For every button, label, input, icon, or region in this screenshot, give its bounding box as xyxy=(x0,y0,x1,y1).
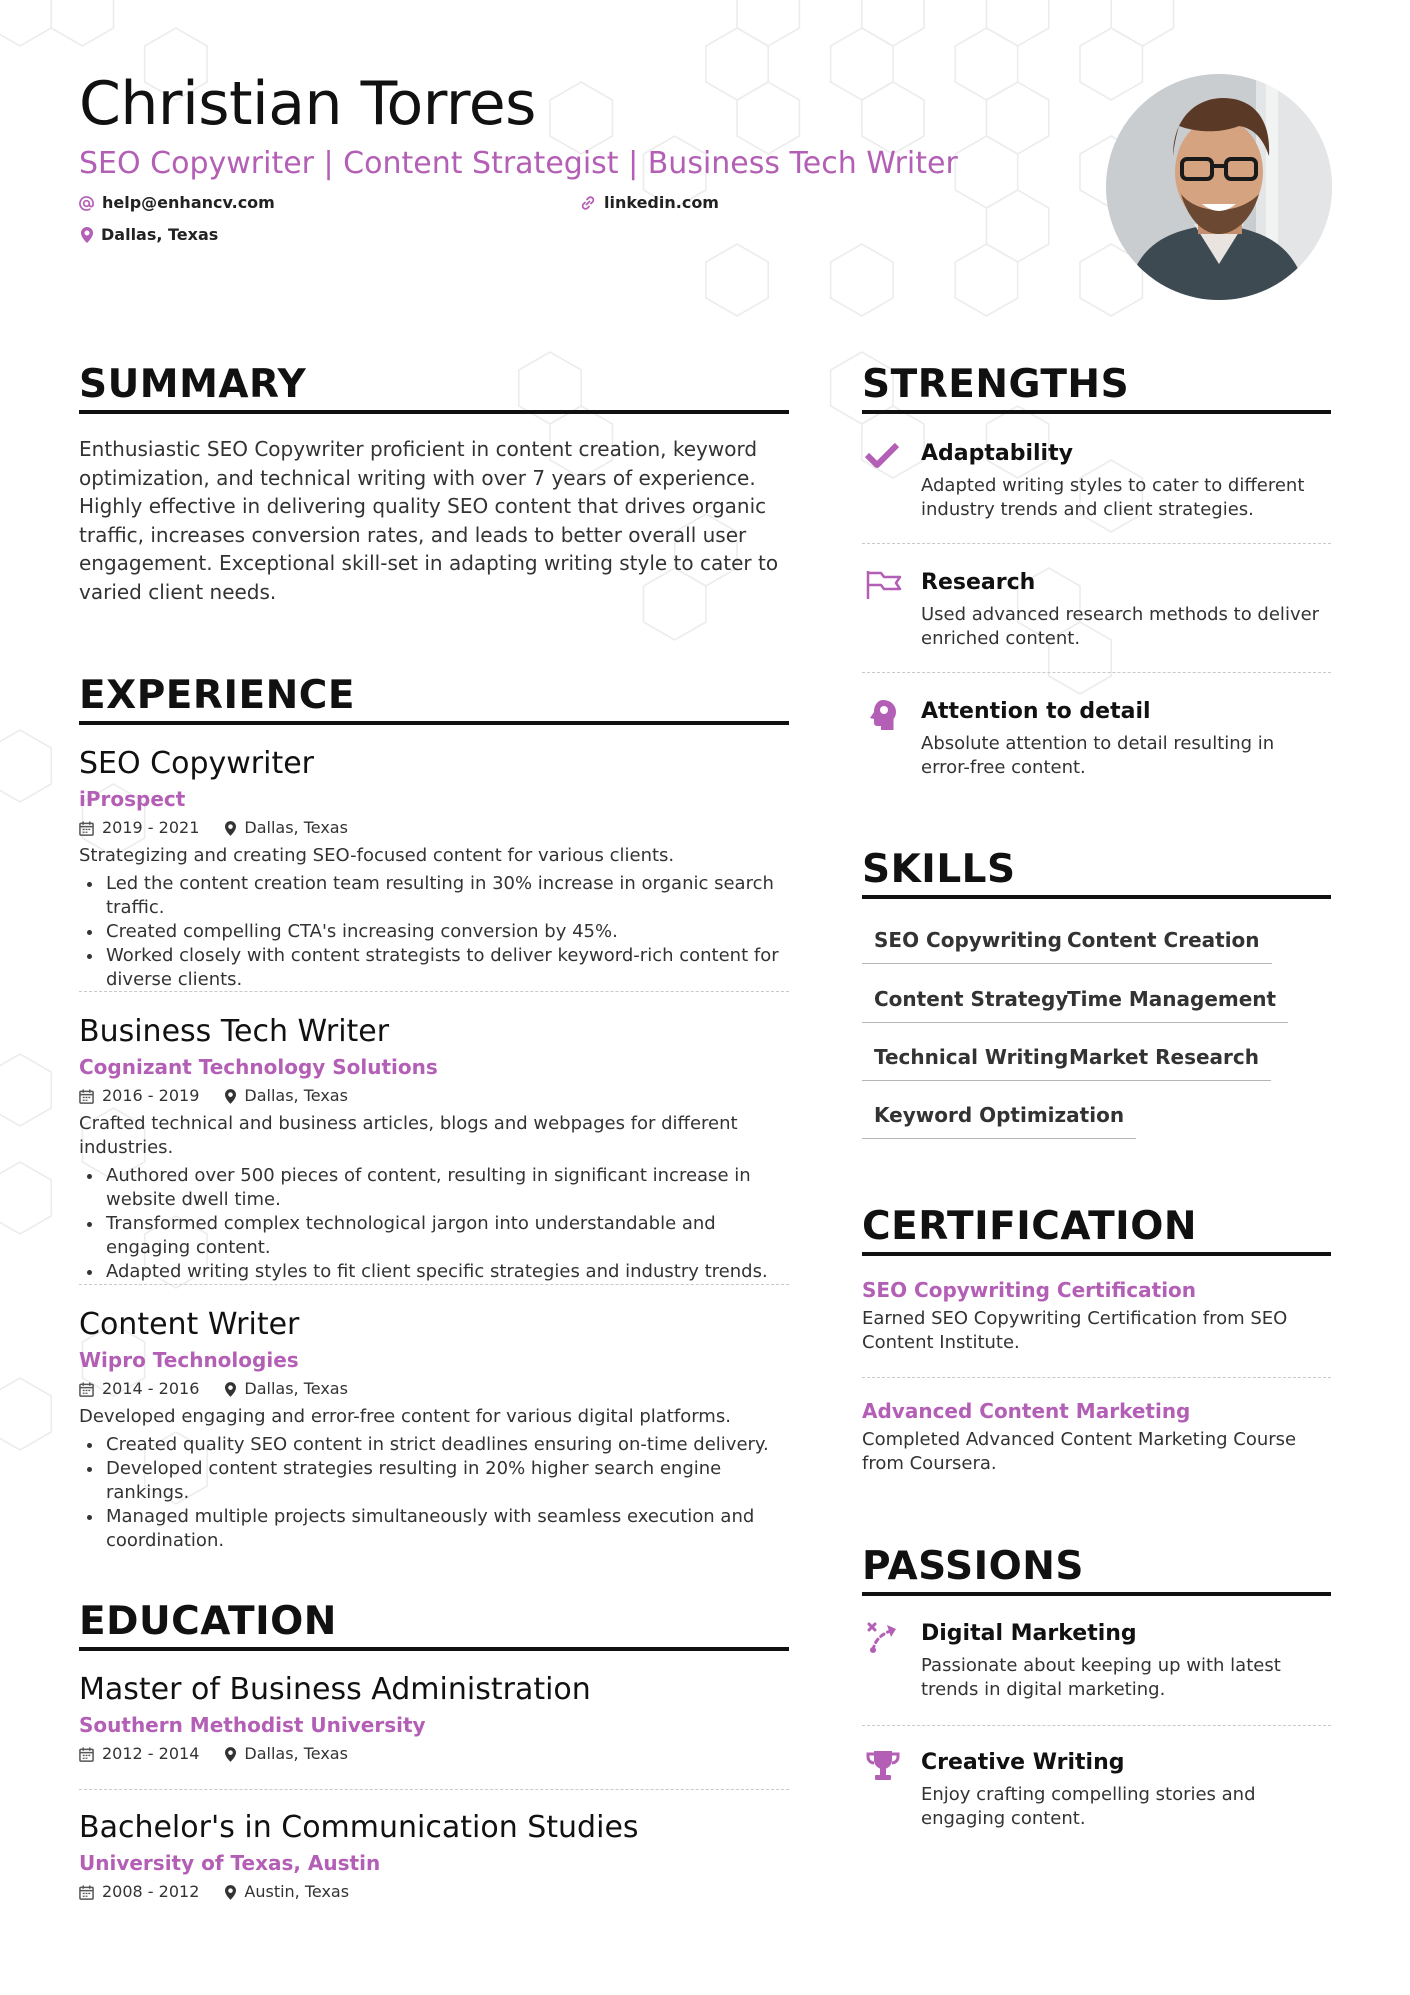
education-entry xyxy=(79,1810,789,1902)
entry-separator xyxy=(79,1284,789,1285)
location-text: Dallas, Texas xyxy=(101,225,219,244)
summary-text: Enthusiastic SEO Copywriter proficient in content creation, keyword optimization, and technical writing with over 7 years of experience. Highly effective in delivering quality SEO content that drives organic traffic, increases conversion rates, and leads to better overall user engagement. Exceptional skill-set in adapting writing style to cater to varied client needs. xyxy=(79,437,779,604)
hexagon-decoration xyxy=(0,1162,51,1234)
hexagon-decoration xyxy=(0,0,51,46)
job-description: Developed engaging and error-free content for various digital platforms. xyxy=(79,1406,731,1427)
job-description: Crafted technical and business articles, blogs and webpages for different industries. xyxy=(79,1113,738,1158)
skill-tag: Content Creation xyxy=(1055,927,1272,964)
passion-description: Enjoy crafting compelling stories and engaging content. xyxy=(921,1784,1256,1829)
hexagon-decoration xyxy=(955,136,1017,208)
summary-section-title: SUMMARY xyxy=(79,362,307,407)
degree-title: Master of Business Administration xyxy=(79,1672,591,1707)
job-achievements xyxy=(79,1433,779,1553)
strength-title: Attention to detail xyxy=(921,699,1151,724)
education-dates: 2012 - 2014 xyxy=(102,1744,200,1763)
passion-description: Passionate about keeping up with latest trends in digital marketing. xyxy=(921,1655,1281,1700)
hexagon-decoration xyxy=(706,244,768,316)
job-dates: 2016 - 2019 xyxy=(102,1086,200,1105)
hexagon-decoration xyxy=(831,28,893,100)
entry-separator xyxy=(79,1789,789,1790)
passions-section-title: PASSIONS xyxy=(862,1544,1085,1589)
location-pin-icon xyxy=(225,821,236,836)
calendar-icon xyxy=(79,821,94,836)
strengths-divider xyxy=(862,410,1331,414)
job-dates: 2014 - 2016 xyxy=(102,1379,200,1398)
entry-separator xyxy=(862,543,1331,544)
certification-divider xyxy=(862,1252,1331,1256)
hexagon-decoration xyxy=(0,730,51,802)
hexagon-decoration xyxy=(831,244,893,316)
achievement-item: Created compelling CTA's increasing conversion by 45%. xyxy=(79,920,779,944)
passion-title: Creative Writing xyxy=(921,1750,1125,1775)
strategy-icon xyxy=(865,1620,901,1654)
hexagon-decoration xyxy=(0,1054,51,1126)
certification-item xyxy=(862,1398,1331,1476)
passion-item xyxy=(862,1620,1331,1702)
strength-item xyxy=(862,440,1331,522)
strength-description: Used advanced research methods to deliver enriched content. xyxy=(921,604,1320,649)
certification-description: Completed Advanced Content Marketing Course from Coursera. xyxy=(862,1429,1297,1474)
candidate-headline: SEO Copywriter | Content Strategist | Business Tech Writer xyxy=(79,146,958,181)
passion-title: Digital Marketing xyxy=(921,1621,1137,1646)
achievement-item: Adapted writing styles to fit client specific strategies and industry trends. xyxy=(79,1260,779,1284)
skill-tag: Time Management xyxy=(1055,986,1288,1023)
company-name: Wipro Technologies xyxy=(79,1348,299,1372)
hexagon-decoration xyxy=(955,28,1017,100)
strength-title: Research xyxy=(921,570,1036,595)
education-meta xyxy=(79,1744,789,1764)
experience-entry xyxy=(79,746,789,992)
school-name: Southern Methodist University xyxy=(79,1713,426,1737)
job-title: Business Tech Writer xyxy=(79,1014,390,1049)
achievement-item: Developed content strategies resulting in 20% higher search engine rankings. xyxy=(79,1457,779,1505)
achievement-item: Created quality SEO content in strict deadlines ensuring on-time delivery. xyxy=(79,1433,779,1457)
strengths-section-title: STRENGTHS xyxy=(862,362,1130,407)
school-name: University of Texas, Austin xyxy=(79,1851,381,1875)
degree-title: Bachelor's in Communication Studies xyxy=(79,1810,639,1845)
entry-separator xyxy=(862,1725,1331,1726)
skill-tag: Content Strategy xyxy=(862,986,1080,1023)
summary-divider xyxy=(79,410,789,414)
email-text: help@enhancv.com xyxy=(102,193,275,212)
job-title: Content Writer xyxy=(79,1307,300,1342)
passions-divider xyxy=(862,1592,1331,1596)
strength-item xyxy=(862,569,1331,651)
education-section-title: EDUCATION xyxy=(79,1599,337,1644)
profile-photo xyxy=(1106,74,1332,300)
check-icon xyxy=(865,442,899,468)
job-location: Dallas, Texas xyxy=(244,1086,348,1105)
linkedin-text: linkedin.com xyxy=(604,193,719,212)
linkedin-contact[interactable] xyxy=(580,193,719,213)
flag-icon xyxy=(865,569,903,601)
location-contact xyxy=(81,225,218,245)
experience-section-title: EXPERIENCE xyxy=(79,673,356,718)
link-icon xyxy=(580,195,596,211)
at-sign-icon xyxy=(79,196,94,211)
hexagon-decoration xyxy=(1080,28,1142,100)
education-location: Dallas, Texas xyxy=(244,1744,348,1763)
job-title: SEO Copywriter xyxy=(79,746,315,781)
achievement-item: Transformed complex technological jargon into understandable and engaging content. xyxy=(79,1212,779,1260)
location-pin-icon xyxy=(225,1885,236,1900)
hexagon-decoration xyxy=(706,28,768,100)
company-name: iProspect xyxy=(79,787,186,811)
achievement-item: Managed multiple projects simultaneously with seamless execution and coordination. xyxy=(79,1505,779,1553)
education-location: Austin, Texas xyxy=(244,1882,350,1901)
skill-tag: Technical Writing xyxy=(862,1044,1080,1081)
certification-description: Earned SEO Copywriting Certification from SEO Content Institute. xyxy=(862,1308,1288,1353)
head-icon xyxy=(867,698,899,732)
strength-description: Adapted writing styles to cater to different industry trends and client strategies. xyxy=(921,475,1305,520)
achievement-item: Worked closely with content strategists to deliver keyword-rich content for diverse clients. xyxy=(79,944,779,992)
certification-item xyxy=(862,1277,1331,1355)
education-entry xyxy=(79,1672,789,1764)
hexagon-decoration xyxy=(0,1378,51,1450)
experience-divider xyxy=(79,721,789,725)
certification-title: Advanced Content Marketing xyxy=(862,1399,1191,1423)
skill-tag: Market Research xyxy=(1057,1044,1271,1081)
hexagon-decoration xyxy=(987,0,1049,46)
job-meta xyxy=(79,1379,789,1399)
education-divider xyxy=(79,1647,789,1651)
strength-description: Absolute attention to detail resulting in error-free content. xyxy=(921,733,1275,778)
hexagon-decoration xyxy=(987,190,1049,262)
education-dates: 2008 - 2012 xyxy=(102,1882,200,1901)
hexagon-decoration xyxy=(987,82,1049,154)
location-pin-icon xyxy=(225,1747,236,1762)
skills-divider xyxy=(862,895,1331,899)
company-name: Cognizant Technology Solutions xyxy=(79,1055,438,1079)
hexagon-decoration xyxy=(737,0,799,46)
skill-tag: SEO Copywriting xyxy=(862,927,1074,964)
passion-item xyxy=(862,1749,1331,1831)
hexagon-decoration xyxy=(737,82,799,154)
strength-title: Adaptability xyxy=(921,441,1073,466)
hexagon-decoration xyxy=(862,82,924,154)
skill-tag: Keyword Optimization xyxy=(862,1102,1136,1139)
calendar-icon xyxy=(79,1382,94,1397)
strength-item xyxy=(862,698,1331,780)
education-meta xyxy=(79,1882,789,1902)
hexagon-decoration xyxy=(955,244,1017,316)
candidate-name: Christian Torres xyxy=(79,69,536,139)
achievement-item: Authored over 500 pieces of content, resulting in significant increase in website dwell time. xyxy=(79,1164,779,1212)
location-pin-icon xyxy=(81,227,93,243)
job-achievements xyxy=(79,872,779,992)
calendar-icon xyxy=(79,1885,94,1900)
job-achievements xyxy=(79,1164,779,1284)
job-meta xyxy=(79,818,789,838)
entry-separator xyxy=(862,1377,1331,1378)
entry-separator xyxy=(79,991,789,992)
experience-entry xyxy=(79,1014,789,1284)
calendar-icon xyxy=(79,1089,94,1104)
trophy-icon xyxy=(866,1749,900,1783)
skills-section-title: SKILLS xyxy=(862,847,1016,892)
hexagon-decoration xyxy=(1111,0,1173,46)
calendar-icon xyxy=(79,1747,94,1762)
job-dates: 2019 - 2021 xyxy=(102,818,200,837)
hexagon-decoration xyxy=(550,82,612,154)
job-description: Strategizing and creating SEO-focused content for various clients. xyxy=(79,845,675,866)
hexagon-decoration xyxy=(51,0,113,46)
achievement-item: Led the content creation team resulting in 30% increase in organic search traffic. xyxy=(79,872,779,920)
location-pin-icon xyxy=(225,1382,236,1397)
location-pin-icon xyxy=(225,1089,236,1104)
certification-section-title: CERTIFICATION xyxy=(862,1204,1197,1249)
experience-entry xyxy=(79,1307,789,1553)
entry-separator xyxy=(862,672,1331,673)
hexagon-decoration xyxy=(862,0,924,46)
job-location: Dallas, Texas xyxy=(244,1379,348,1398)
certification-title: SEO Copywriting Certification xyxy=(862,1278,1197,1302)
job-meta xyxy=(79,1086,789,1106)
job-location: Dallas, Texas xyxy=(244,818,348,837)
email-contact[interactable] xyxy=(79,193,275,213)
